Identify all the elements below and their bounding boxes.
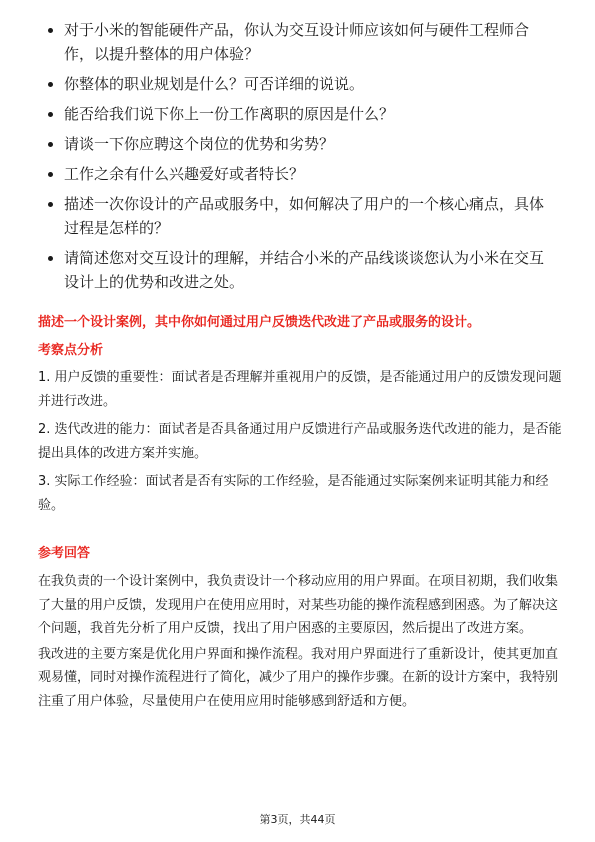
analysis-item: 2. 迭代改进的能力：面试者是否具备通过用户反馈进行产品或服务迭代改进的能力，是否能提出具体的改进方案并实施。 [38, 422, 562, 461]
list-item [48, 102, 558, 126]
list-item-text: 对于小米的智能硬件产品，你认为交互设计师应该如何与硬件工程师合作，以提升整体的用户体验？ [64, 21, 530, 63]
list-item-text: 描述一次你设计的产品或服务中，如何解决了用户的一个核心痛点，具体过程是怎样的？ [64, 195, 545, 237]
list-item [48, 162, 558, 186]
list-item [48, 18, 558, 66]
list-item-text: 请简述您对交互设计的理解，并结合小米的产品线谈谈您认为小米在交互设计上的优势和改进之处。 [64, 249, 545, 291]
analysis-item: 3. 实际工作经验：面试者是否有实际的工作经验，是否能通过实际案例来证明其能力和经验。 [38, 474, 549, 513]
analysis-item: 1. 用户反馈的重要性：面试者是否理解并重视用户的反馈，是否能通过用户的反馈发现问题并进行改进。 [38, 370, 562, 409]
analysis-heading: 考察点分析 [38, 343, 104, 358]
bullet-icon [48, 142, 53, 147]
list-item-text: 能否给我们说下你上一份工作离职的原因是什么？ [64, 105, 395, 123]
list-item-text: 工作之余有什么兴趣爱好或者特长？ [64, 165, 305, 183]
answer-paragraph: 我改进的主要方案是优化用户界面和操作流程。我对用户界面进行了重新设计，使其更加直观易懂，同时对操作流程进行了简化，减少了用户的操作步骤。在新的设计方案中，我特别注重了用户体验，尽量使用户在使用应用时能够感到舒适和方便。 [38, 646, 559, 709]
bullet-icon [48, 28, 53, 33]
list-item [48, 132, 558, 156]
list-item-text: 你整体的职业规划是什么？可否详细的说说。 [64, 75, 365, 93]
question-list [48, 18, 558, 300]
answer-paragraph: 在我负责的一个设计案例中，我负责设计一个移动应用的用户界面。在项目初期，我们收集了大量的用户反馈，发现用户在使用应用时，对某些功能的操作流程感到困惑。为了解决这个问题，我首先分析了用户反馈，找出了用户困惑的主要原因，然后提出了改进方案。 [38, 574, 559, 636]
bullet-icon [48, 256, 53, 261]
page-number: 第3页，共44页 [259, 813, 336, 826]
bullet-icon [48, 202, 53, 207]
answer-section [38, 570, 563, 715]
analysis-section [38, 366, 563, 522]
list-item [48, 246, 558, 294]
bullet-icon [48, 172, 53, 177]
answer-heading: 参考回答 [38, 546, 91, 561]
list-item [48, 72, 558, 96]
list-item-text: 请谈一下你应聘这个岗位的优势和劣势？ [64, 135, 335, 153]
bullet-icon [48, 82, 53, 87]
list-item [48, 192, 558, 240]
bullet-icon [48, 112, 53, 117]
question-title: 描述一个设计案例，其中你如何通过用户反馈迭代改进了产品或服务的设计。 [38, 315, 481, 330]
